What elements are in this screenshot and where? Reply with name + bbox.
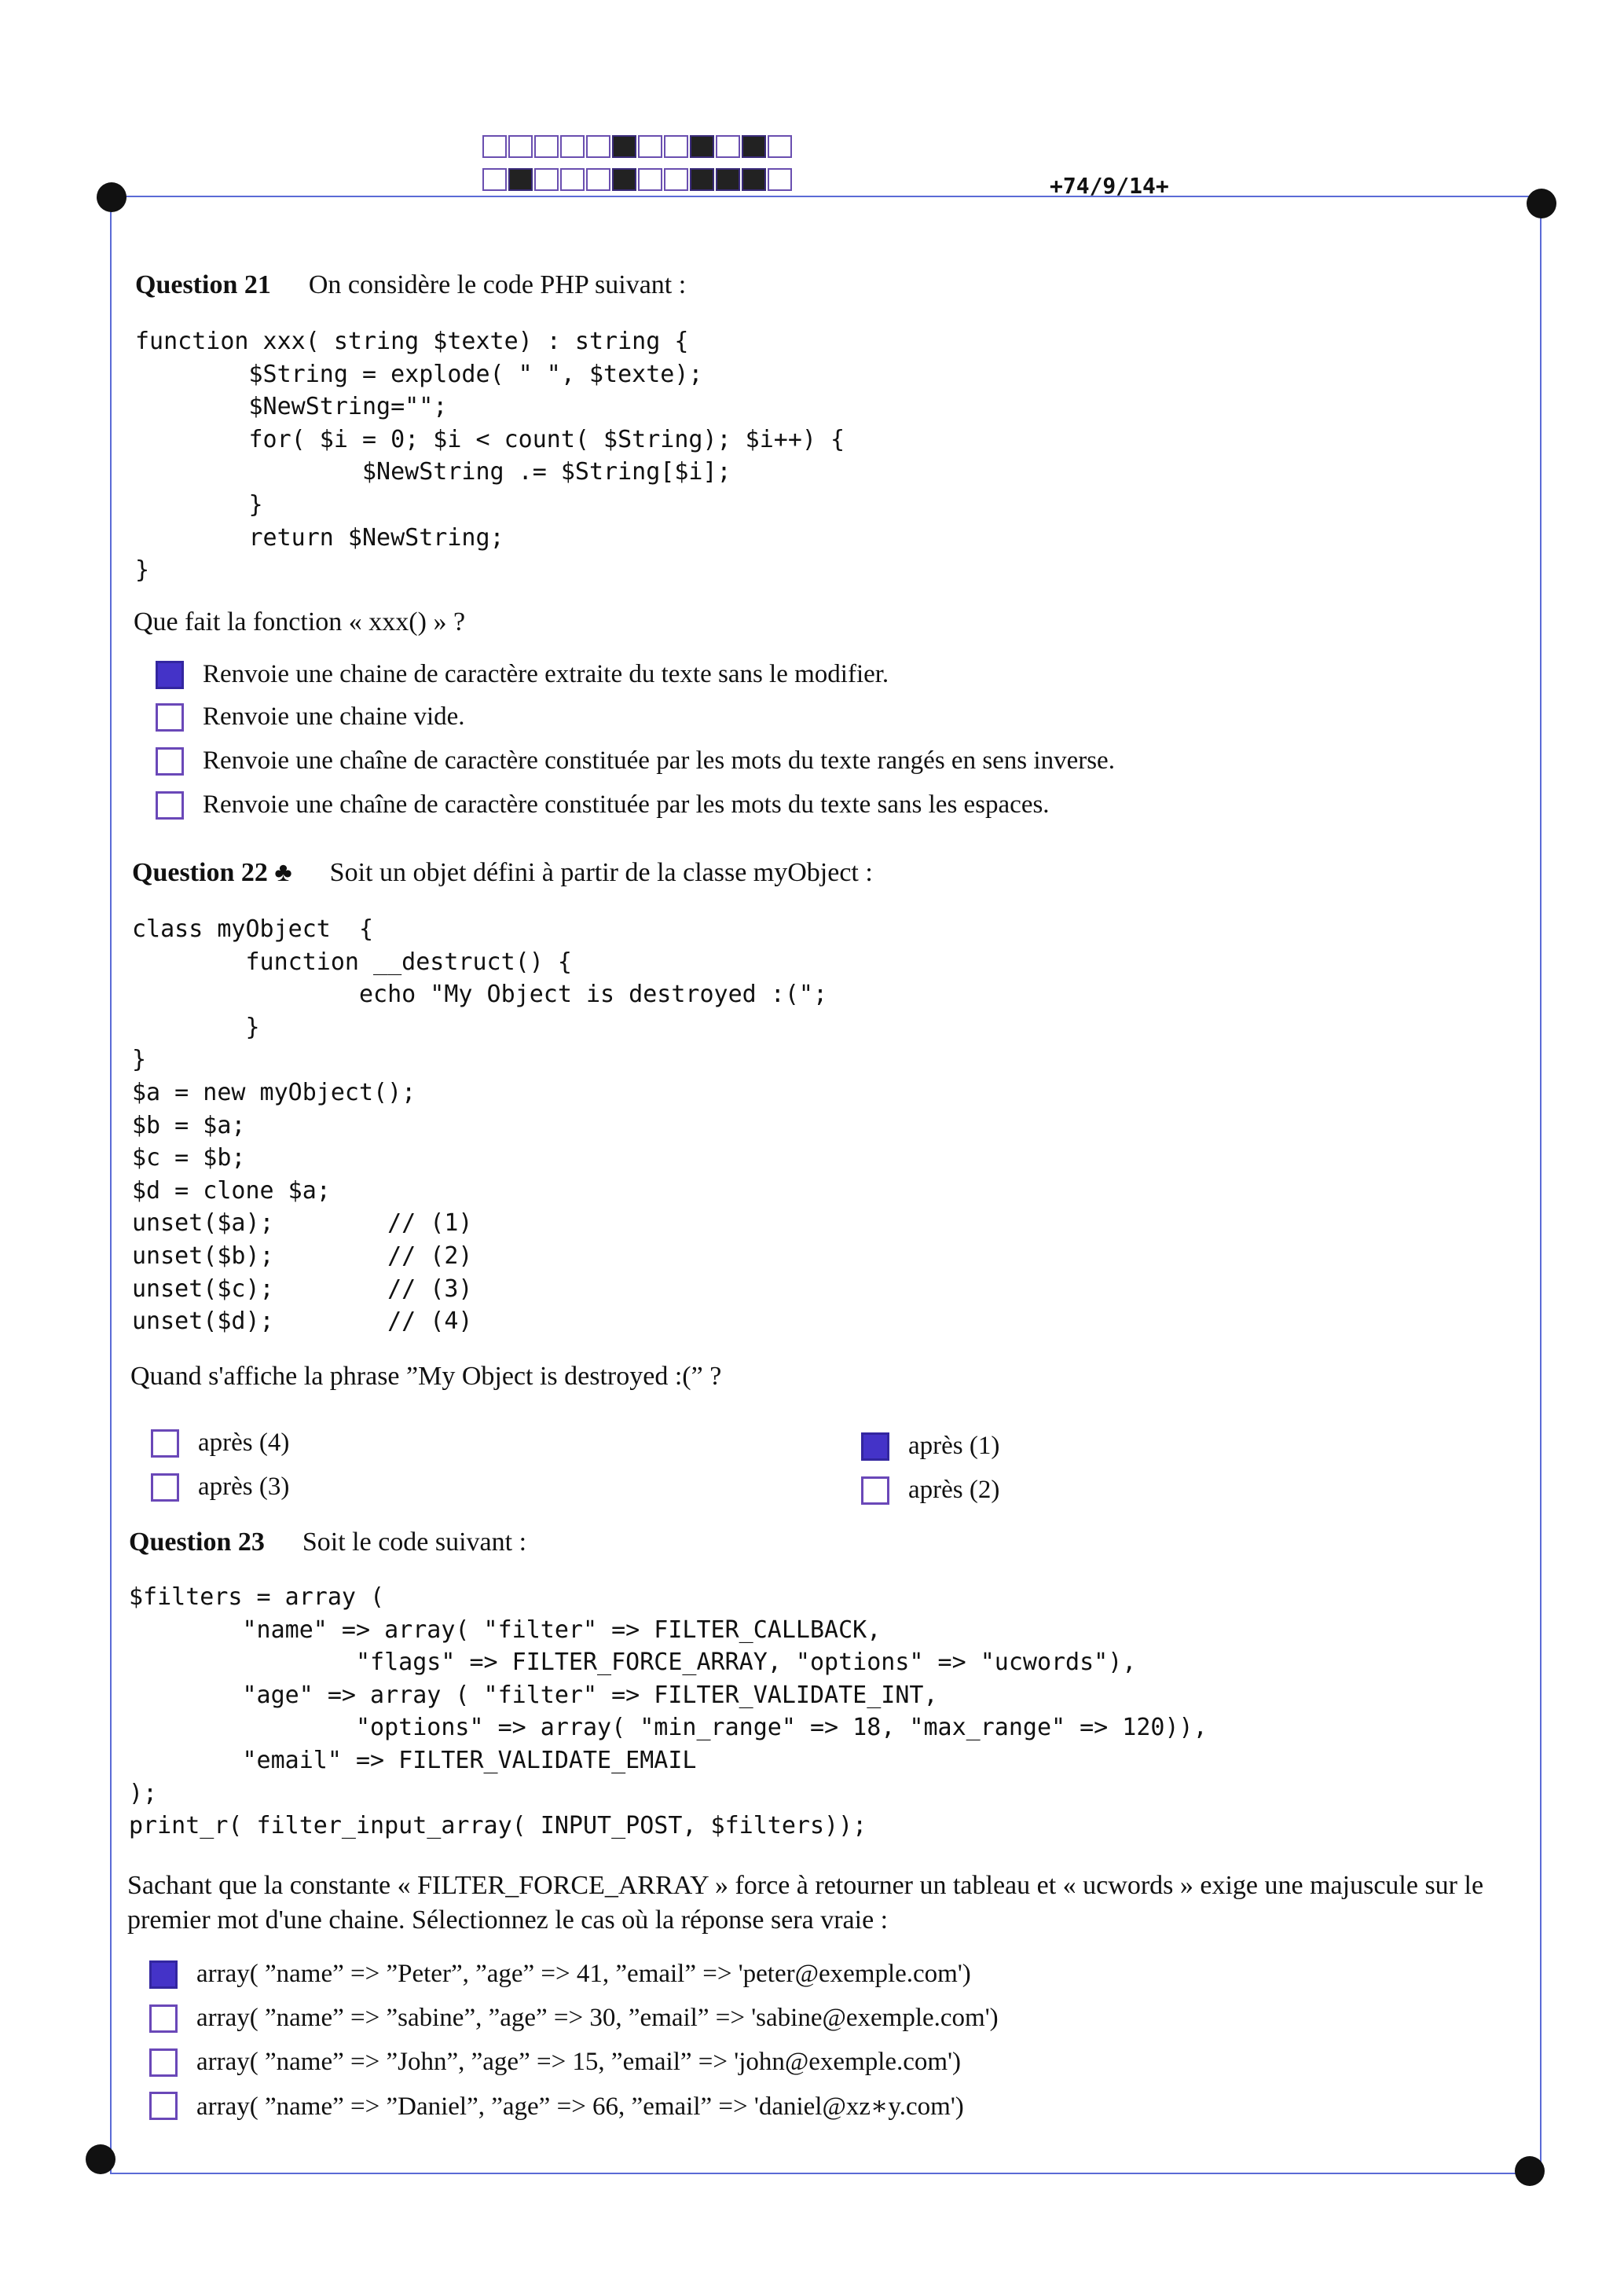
question-22-answer-3[interactable] bbox=[861, 1432, 999, 1461]
frame-right-line bbox=[1540, 196, 1542, 2173]
question-22-header bbox=[132, 858, 873, 888]
question-23-answer-4[interactable] bbox=[149, 2090, 964, 2122]
question-21-answer-3[interactable] bbox=[156, 746, 1115, 776]
question-21-answer-2[interactable] bbox=[156, 702, 465, 732]
question-22-answer-2[interactable] bbox=[151, 1473, 289, 1502]
question-23-answer-3[interactable] bbox=[149, 2048, 961, 2077]
question-21-header bbox=[135, 270, 686, 300]
barcode-box bbox=[690, 135, 714, 158]
barcode-box bbox=[664, 135, 688, 158]
answer-text: array( ”name” => ”John”, ”age” => 15, ”email” => 'john@exemple.com') bbox=[196, 2048, 962, 2076]
answer-text: array( ”name” => ”Peter”, ”age” => 41, ”email” => 'peter@exemple.com') bbox=[196, 1960, 971, 1988]
question-number: Question 23 bbox=[129, 1528, 265, 1557]
answer-text: array( ”name” => ”Daniel”, ”age” => 66, ”email” => 'daniel@xz∗y.com') bbox=[196, 2092, 964, 2121]
barcode-box bbox=[768, 135, 792, 158]
barcode-box bbox=[586, 135, 610, 158]
question-number: Question 21 bbox=[135, 270, 271, 299]
barcode-box bbox=[534, 168, 559, 191]
club-marker-icon: ♣ bbox=[274, 858, 292, 887]
barcode-box bbox=[716, 135, 740, 158]
answer-checkbox[interactable] bbox=[151, 1473, 179, 1502]
answer-checkbox[interactable] bbox=[149, 2092, 178, 2120]
answer-text: après (1) bbox=[908, 1432, 1000, 1460]
barcode-box bbox=[560, 135, 585, 158]
question-23-answer-1[interactable] bbox=[149, 1960, 971, 1989]
answer-checkbox[interactable] bbox=[149, 2048, 178, 2077]
barcode-box bbox=[638, 135, 662, 158]
answer-checkbox[interactable] bbox=[149, 1960, 178, 1989]
question-intro: On considère le code PHP suivant : bbox=[308, 270, 687, 299]
question-22-prompt: Quand s'affiche la phrase ”My Object is destroyed :(” ? bbox=[130, 1362, 722, 1391]
barcode-box bbox=[482, 168, 507, 191]
barcode-box bbox=[768, 168, 792, 191]
question-23-answer-2[interactable] bbox=[149, 2004, 999, 2033]
answer-checkbox[interactable] bbox=[156, 661, 184, 689]
question-22-answer-1[interactable] bbox=[151, 1429, 289, 1458]
question-23-code: $filters = array ( "name" => array( "filter" => FILTER_CALLBACK, "flags" => FILTER_FORCE_ARRAY, "options" => "ucwords"), "age" => array ( "filter" => FILTER_VALIDATE_INT, "options" => array( "min_range" => 18, "max_range" => 120)), "email" => FILTER_VALIDATE_EMAIL ); print_r( filter_input_array( INPUT_POST, $filters)); bbox=[129, 1583, 1208, 1840]
answer-text: array( ”name” => ”sabine”, ”age” => 30, ”email” => 'sabine@exemple.com') bbox=[196, 2004, 999, 2032]
question-22-code: class myObject { function __destruct() { echo "My Object is destroyed :("; } } $a = new myObject(); $b = $a; $c = $b; $d = clone $a; unset($a); // (1) unset($b); // (2) unset($c); // (3) unset($d); // (4) bbox=[132, 915, 828, 1336]
question-number: Question 22 ♣ bbox=[132, 858, 292, 887]
answer-checkbox[interactable] bbox=[861, 1476, 889, 1505]
corner-mark-top-right bbox=[1527, 189, 1556, 218]
corner-mark-top-left bbox=[97, 182, 126, 212]
barcode-box bbox=[508, 168, 533, 191]
barcode-box bbox=[560, 168, 585, 191]
question-22-answer-4[interactable] bbox=[861, 1476, 999, 1505]
barcode-box bbox=[690, 168, 714, 191]
answer-checkbox[interactable] bbox=[149, 2004, 178, 2033]
barcode-box bbox=[482, 135, 507, 158]
barcode-row-bottom bbox=[482, 168, 792, 193]
question-21-answer-1[interactable] bbox=[156, 660, 889, 689]
page-id: +74/9/14+ bbox=[1050, 173, 1169, 199]
barcode-box bbox=[508, 135, 533, 158]
question-21-answer-4[interactable] bbox=[156, 790, 1050, 820]
frame-top-line bbox=[110, 196, 1540, 197]
answer-checkbox[interactable] bbox=[156, 791, 184, 820]
corner-mark-bottom-left bbox=[86, 2144, 115, 2174]
question-23-prompt: Sachant que la constante « FILTER_FORCE_ARRAY » force à retourner un tableau et « ucwords » exige une majuscule sur le premier mot d'une chaine. Sélectionnez le cas où la réponse sera vraie : bbox=[127, 1871, 1484, 1935]
answer-text: après (3) bbox=[198, 1473, 290, 1501]
barcode-box bbox=[534, 135, 559, 158]
answer-text: Renvoie une chaine vide. bbox=[203, 702, 465, 731]
corner-mark-bottom-right bbox=[1515, 2156, 1545, 2186]
answer-text: Renvoie une chaine de caractère extraite du texte sans le modifier. bbox=[203, 660, 889, 688]
answer-text: après (4) bbox=[198, 1429, 290, 1457]
answer-checkbox[interactable] bbox=[861, 1432, 889, 1461]
frame-left-line bbox=[110, 196, 112, 2173]
barcode-box bbox=[716, 168, 740, 191]
frame-bottom-line bbox=[110, 2173, 1540, 2174]
answer-text: Renvoie une chaîne de caractère constituée par les mots du texte sans les espaces. bbox=[203, 790, 1050, 819]
answer-checkbox[interactable] bbox=[156, 703, 184, 732]
barcode-box bbox=[586, 168, 610, 191]
answer-checkbox[interactable] bbox=[156, 747, 184, 776]
barcode-box bbox=[742, 135, 766, 158]
barcode-box bbox=[612, 135, 636, 158]
answer-checkbox[interactable] bbox=[151, 1429, 179, 1458]
barcode-box bbox=[612, 168, 636, 191]
barcode-box bbox=[638, 168, 662, 191]
question-intro: Soit un objet défini à partir de la classe myObject : bbox=[329, 858, 873, 887]
answer-text: après (2) bbox=[908, 1476, 1000, 1504]
question-intro: Soit le code suivant : bbox=[302, 1528, 527, 1557]
barcode-row-top bbox=[482, 135, 792, 160]
question-23-header bbox=[129, 1528, 526, 1557]
barcode-box bbox=[742, 168, 766, 191]
barcode-box bbox=[664, 168, 688, 191]
answer-text: Renvoie une chaîne de caractère constituée par les mots du texte rangés en sens inverse. bbox=[203, 746, 1115, 775]
question-21-code: function xxx( string $texte) : string { $String = explode( " ", $texte); $NewString=""; for( $i = 0; $i < count( $String); $i++) { $NewString .= $String[$i]; } return $NewString; } bbox=[135, 328, 845, 585]
question-21-prompt: Que fait la fonction « xxx() » ? bbox=[134, 607, 466, 636]
